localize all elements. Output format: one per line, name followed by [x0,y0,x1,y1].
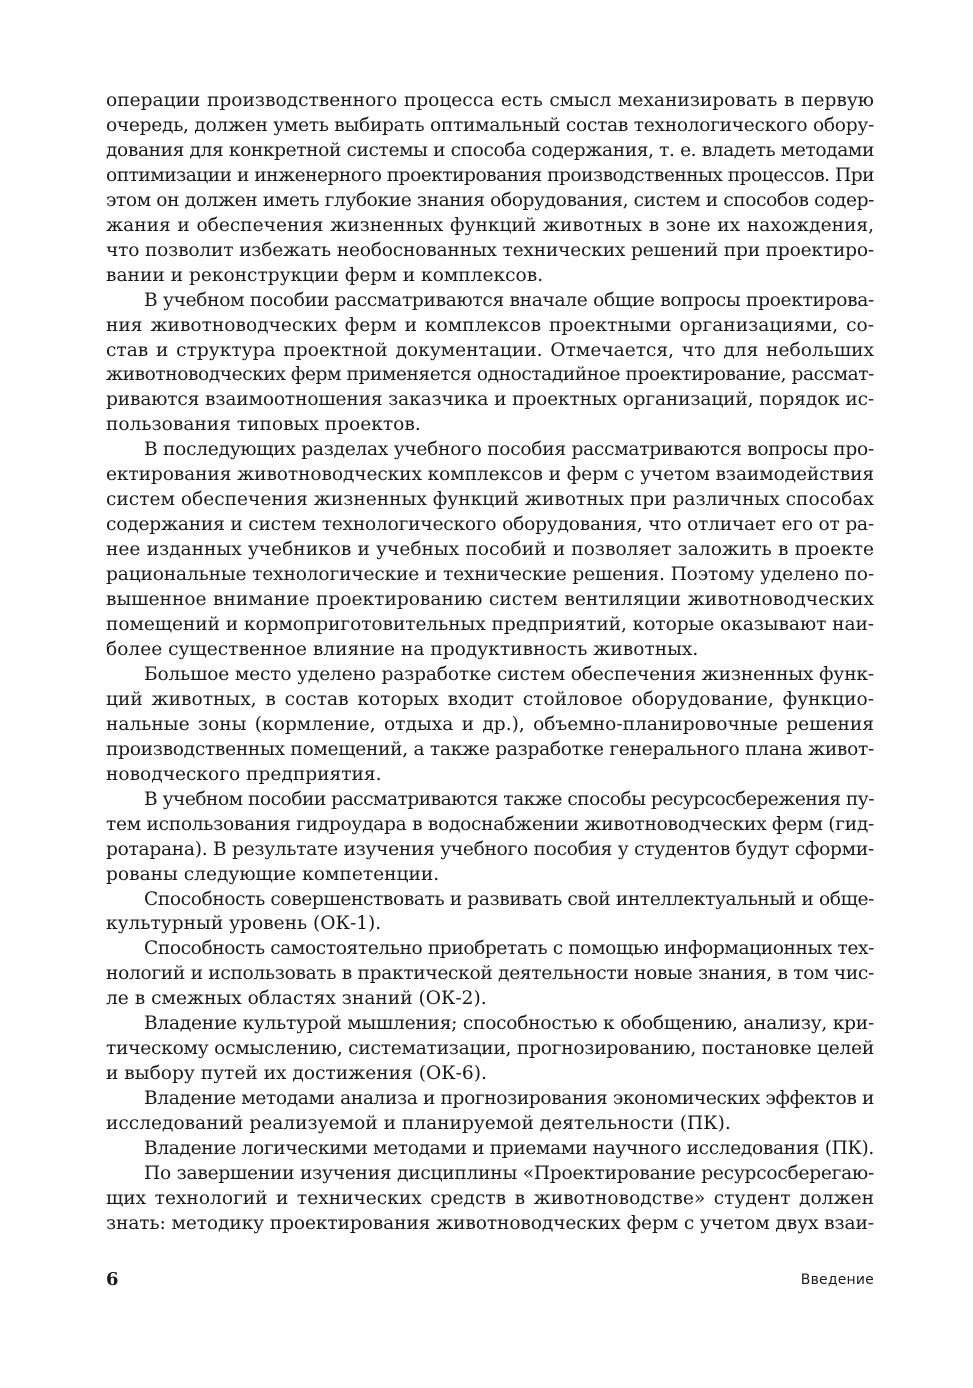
text-line: жания и обеспечения жизненных функций животных в зоне их нахождения, [106,214,874,236]
text-line: В учебном пособии рассматриваются вначале общие вопросы проектирова- [144,289,874,311]
text-line: дования для конкретной системы и способа содержания, т. е. владеть методами [106,139,874,161]
text-line: ле в смежных областях знаний (ОК-2). [106,988,487,1010]
text-line: систем обеспечения жизненных функций животных при различных способах [106,489,874,511]
text-line: ций животных, в состав которых входит стойловое оборудование, функцио- [106,688,874,710]
paragraph [106,1137,874,1162]
text-line: вании и реконструкции ферм и комплексов. [106,264,544,286]
text-line: Способность совершенствовать и развивать свой интеллектуальный и обще- [144,888,874,910]
text-line: риваются взаимоотношения заказчика и проектных организаций, порядок ис- [106,389,874,411]
paragraph [106,937,874,1012]
paragraph [106,888,874,938]
text-line: ротарана). В результате изучения учебного пособия у студентов будут сформи- [106,838,874,860]
text-line: В последующих разделах учебного пособия рассматриваются вопросы про- [144,439,874,461]
text-line: помещений и кормоприготовительных предприятий, которые оказывают наи- [106,614,874,636]
text-line: и выбору путей их достижения (ОК-6). [106,1063,487,1085]
text-line: нее изданных учебников и учебных пособий и позволяет заложить в проекте [106,539,874,561]
text-line: очередь, должен уметь выбирать оптимальный состав технологического обору- [106,114,874,136]
text-line: тическому осмыслению, систематизации, прогнозированию, постановке целей [106,1038,874,1060]
text-line: Способность самостоятельно приобретать с помощью информационных тех- [144,938,874,960]
paragraph [106,1162,874,1237]
text-line: оптимизации и инженерного проектирования производственных процессов. При [106,164,874,186]
text-line: По завершении изучения дисциплины «Проектирование ресурсосберегаю- [144,1162,874,1184]
body-text [106,89,874,1237]
text-line: пользования типовых проектов. [106,414,421,436]
paragraph [106,663,874,788]
paragraph [106,1087,874,1137]
text-line: рациональные технологические и технические решения. Поэтому уделено по- [106,564,874,586]
text-line: ния животноводческих ферм и комплексов проектными организациями, со- [106,314,874,336]
text-line: тем использования гидроудара в водоснабжении животноводческих ферм (гид- [106,813,874,835]
text-line: более существенное влияние на продуктивность животных. [106,638,699,660]
text-line: новодческого предприятия. [106,763,382,785]
text-line: нальные зоны (кормление, отдыха и др.), объемно-планировочные решения [106,713,874,735]
text-line: став и структура проектной документации. Отмечается, что для небольших [106,339,874,361]
text-line: Владение культурой мышления; способностью к обобщению, анализу, кри- [144,1013,874,1035]
text-line: что позволит избежать необоснованных технических решений при проектиро- [106,239,874,261]
text-line: содержания и систем технологического оборудования, что отличает его от ра- [106,514,875,536]
text-line: производственных помещений, а также разработке генерального плана живот- [106,738,874,760]
text-line: знать: методику проектирования животноводческих ферм с учетом двух взаи- [106,1212,874,1234]
text-line: ектирования животноводческих комплексов и ферм с учетом взаимодействия [106,464,874,486]
text-line: Большое место уделено разработке систем обеспечения жизненных функ- [144,663,874,685]
text-line: Владение логическими методами и приемами научного исследования (ПК). [144,1138,874,1160]
text-line: исследований реализуемой и планируемой деятельности (ПК). [106,1113,731,1135]
paragraph [106,438,874,663]
text-line: культурный уровень (ОК-1). [106,913,382,935]
text-line: вышенное внимание проектированию систем вентиляции животноводческих [106,589,874,611]
running-footer-section-title: Введение [800,1272,874,1288]
text-line: В учебном пособии рассматриваются также способы ресурсосбережения пу- [144,788,874,810]
paragraph [106,788,874,888]
text-line: операции производственного процесса есть смысл механизировать в первую [106,90,874,111]
text-line: рованы следующие компетенции. [106,863,440,885]
paragraph [106,89,874,289]
text-line: щих технологий и технических средств в животноводстве» студент должен [106,1187,874,1209]
page-number: 6 [106,1269,119,1290]
paragraph [106,1012,874,1087]
text-line: Владение методами анализа и прогнозирования экономических эффектов и [144,1088,874,1110]
paragraph [106,289,874,439]
text-line: этом он должен иметь глубокие знания оборудования, систем и способов содер- [106,189,874,211]
text-line: нологий и использовать в практической деятельности новые знания, в том чис- [106,963,874,985]
text-line: животноводческих ферм применяется одностадийное проектирование, рассмат- [106,364,874,386]
